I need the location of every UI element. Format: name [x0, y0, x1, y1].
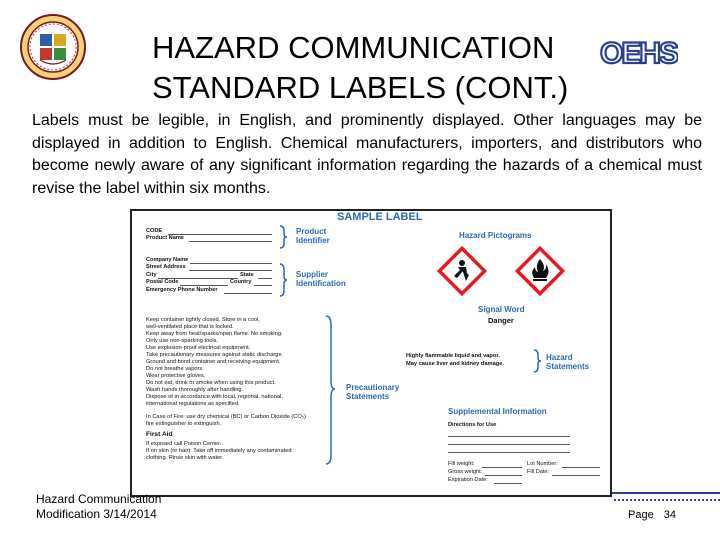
- expiration-date: Expiration Date:: [448, 477, 488, 483]
- fire-line: In Case of Fire: use dry chemical (BC) or Carbon Dioxide (CO₂): [146, 414, 306, 420]
- field-product-name: Product Name: [146, 235, 184, 241]
- brace-supplier: [278, 263, 288, 297]
- body-paragraph: Labels must be legible, in English, and prominently displayed. Other languages may be displayed in addition to English. Chemical manufacturers, importers, and distributors who become newly aware of any significant information regarding the hazards of a chemical must revise the label within six months.: [32, 112, 702, 197]
- field-line: [482, 467, 522, 468]
- field-state: State: [240, 272, 254, 278]
- signal-word-heading: Signal Word: [478, 305, 525, 314]
- hazard-statement-line: May cause liver and kidney damage.: [406, 361, 504, 367]
- brace-hazard: [532, 349, 542, 373]
- field-code: CODE: [146, 228, 163, 234]
- field-line: [485, 475, 522, 476]
- hazard-statements-heading-line2: Statements: [546, 362, 590, 371]
- field-emergency-phone: Emergency Phone Number: [146, 287, 218, 293]
- first-aid-line: clothing. Rinse skin with water.: [146, 455, 224, 461]
- precaution-line: Ground and bond container and receiving equipment.: [146, 359, 281, 365]
- fire-line: fire extinguisher to extinguish.: [146, 421, 222, 427]
- title-line-2: STANDARD LABELS (CONT.): [152, 70, 569, 105]
- precaution-line: Wash hands thoroughly after handling.: [146, 387, 244, 393]
- health-hazard-pictogram: [436, 245, 488, 297]
- county-seal-logo: [20, 14, 86, 80]
- hazard-statement-line: Highly flammable liquid and vapor.: [406, 353, 500, 359]
- field-line: [494, 483, 522, 484]
- oehs-logo-text: OEHS: [600, 37, 678, 69]
- footer-dotted-rule: [614, 497, 720, 503]
- field-street-address: Street Address: [146, 264, 186, 270]
- precaution-line: Keep container tightly closed. Store in a cool,: [146, 317, 260, 323]
- supplier-identification-line2: Identification: [296, 279, 346, 288]
- field-line: [254, 285, 272, 286]
- supplier-identification-line1: Supplier: [296, 270, 329, 279]
- field-line: [224, 293, 272, 294]
- field-line: [190, 263, 272, 264]
- directions-for-use: Directions for Use: [448, 422, 497, 428]
- footer-left: [36, 492, 161, 522]
- field-postal-code: Postal Code: [146, 279, 179, 285]
- precaution-line: Do not breathe vapors.: [146, 366, 204, 372]
- footer-line-1: Hazard Communication: [36, 492, 162, 506]
- page-label: Page: [628, 509, 654, 521]
- field-line: [189, 270, 272, 271]
- field-line: [448, 452, 570, 453]
- sample-label-image: [130, 209, 612, 497]
- field-line: [189, 241, 272, 242]
- precaution-line: well-ventilated place that is locked.: [146, 324, 234, 330]
- precaution-line: Wear protective gloves.: [146, 373, 206, 379]
- title-line-1: HAZARD COMMUNICATION: [152, 30, 555, 65]
- flame-pictogram: [514, 245, 566, 297]
- precaution-line: Use explosion-proof electrical equipment.: [146, 345, 251, 351]
- gross-weight: Gross weight:: [448, 469, 483, 475]
- hazard-statements-heading-line1: Hazard: [546, 353, 573, 362]
- field-line: [180, 285, 228, 286]
- precaution-line: Dispose of in accordance with local, regional, national,: [146, 394, 283, 400]
- page-number-block: [628, 509, 676, 521]
- lot-number: Lot Number:: [527, 461, 558, 467]
- first-aid-heading: First Aid: [146, 431, 173, 438]
- product-identifier-line1: Product: [296, 227, 327, 236]
- field-city: City: [146, 272, 157, 278]
- supplemental-heading: Supplemental Information: [448, 407, 547, 416]
- footer-line-2: Modification 3/14/2014: [36, 507, 157, 521]
- first-aid-line: If exposed call Poison Center.: [146, 441, 222, 447]
- fill-date: Fill Date:: [527, 469, 550, 475]
- precaution-line: international regulations as specified.: [146, 401, 240, 407]
- brace-product: [278, 225, 288, 249]
- field-country: Country: [230, 279, 252, 285]
- field-line: [448, 436, 570, 437]
- precautionary-heading-line1: Precautionary: [346, 383, 400, 392]
- field-line: [552, 475, 600, 476]
- field-line: [448, 444, 570, 445]
- signal-word: Danger: [488, 316, 514, 325]
- precaution-line: Take precautionary measures against static discharge.: [146, 352, 284, 358]
- page-title: [152, 28, 592, 108]
- field-line: [258, 278, 272, 279]
- sample-label-title: SAMPLE LABEL: [337, 211, 423, 223]
- page-number: 34: [663, 509, 676, 521]
- first-aid-line: If on skin (or hair): Take off immediately any contaminated: [146, 448, 292, 454]
- brace-precautionary: [324, 315, 336, 465]
- fill-weight: Fill weight:: [448, 461, 475, 467]
- product-identifier-line2: Identifier: [296, 236, 330, 245]
- precaution-line: Only use non-sparking tools.: [146, 338, 219, 344]
- footer-rule: [612, 492, 720, 494]
- hazard-pictograms-heading: Hazard Pictograms: [459, 231, 532, 240]
- field-company-name: Company Name: [146, 257, 189, 263]
- precaution-line: Do not eat, drink or smoke when using this product.: [146, 380, 276, 386]
- precaution-line: Keep away from heat/sparks/open flame. No smoking.: [146, 331, 283, 337]
- precautionary-heading-line2: Statements: [346, 392, 390, 401]
- field-line: [562, 467, 600, 468]
- oehs-logo: [598, 35, 678, 69]
